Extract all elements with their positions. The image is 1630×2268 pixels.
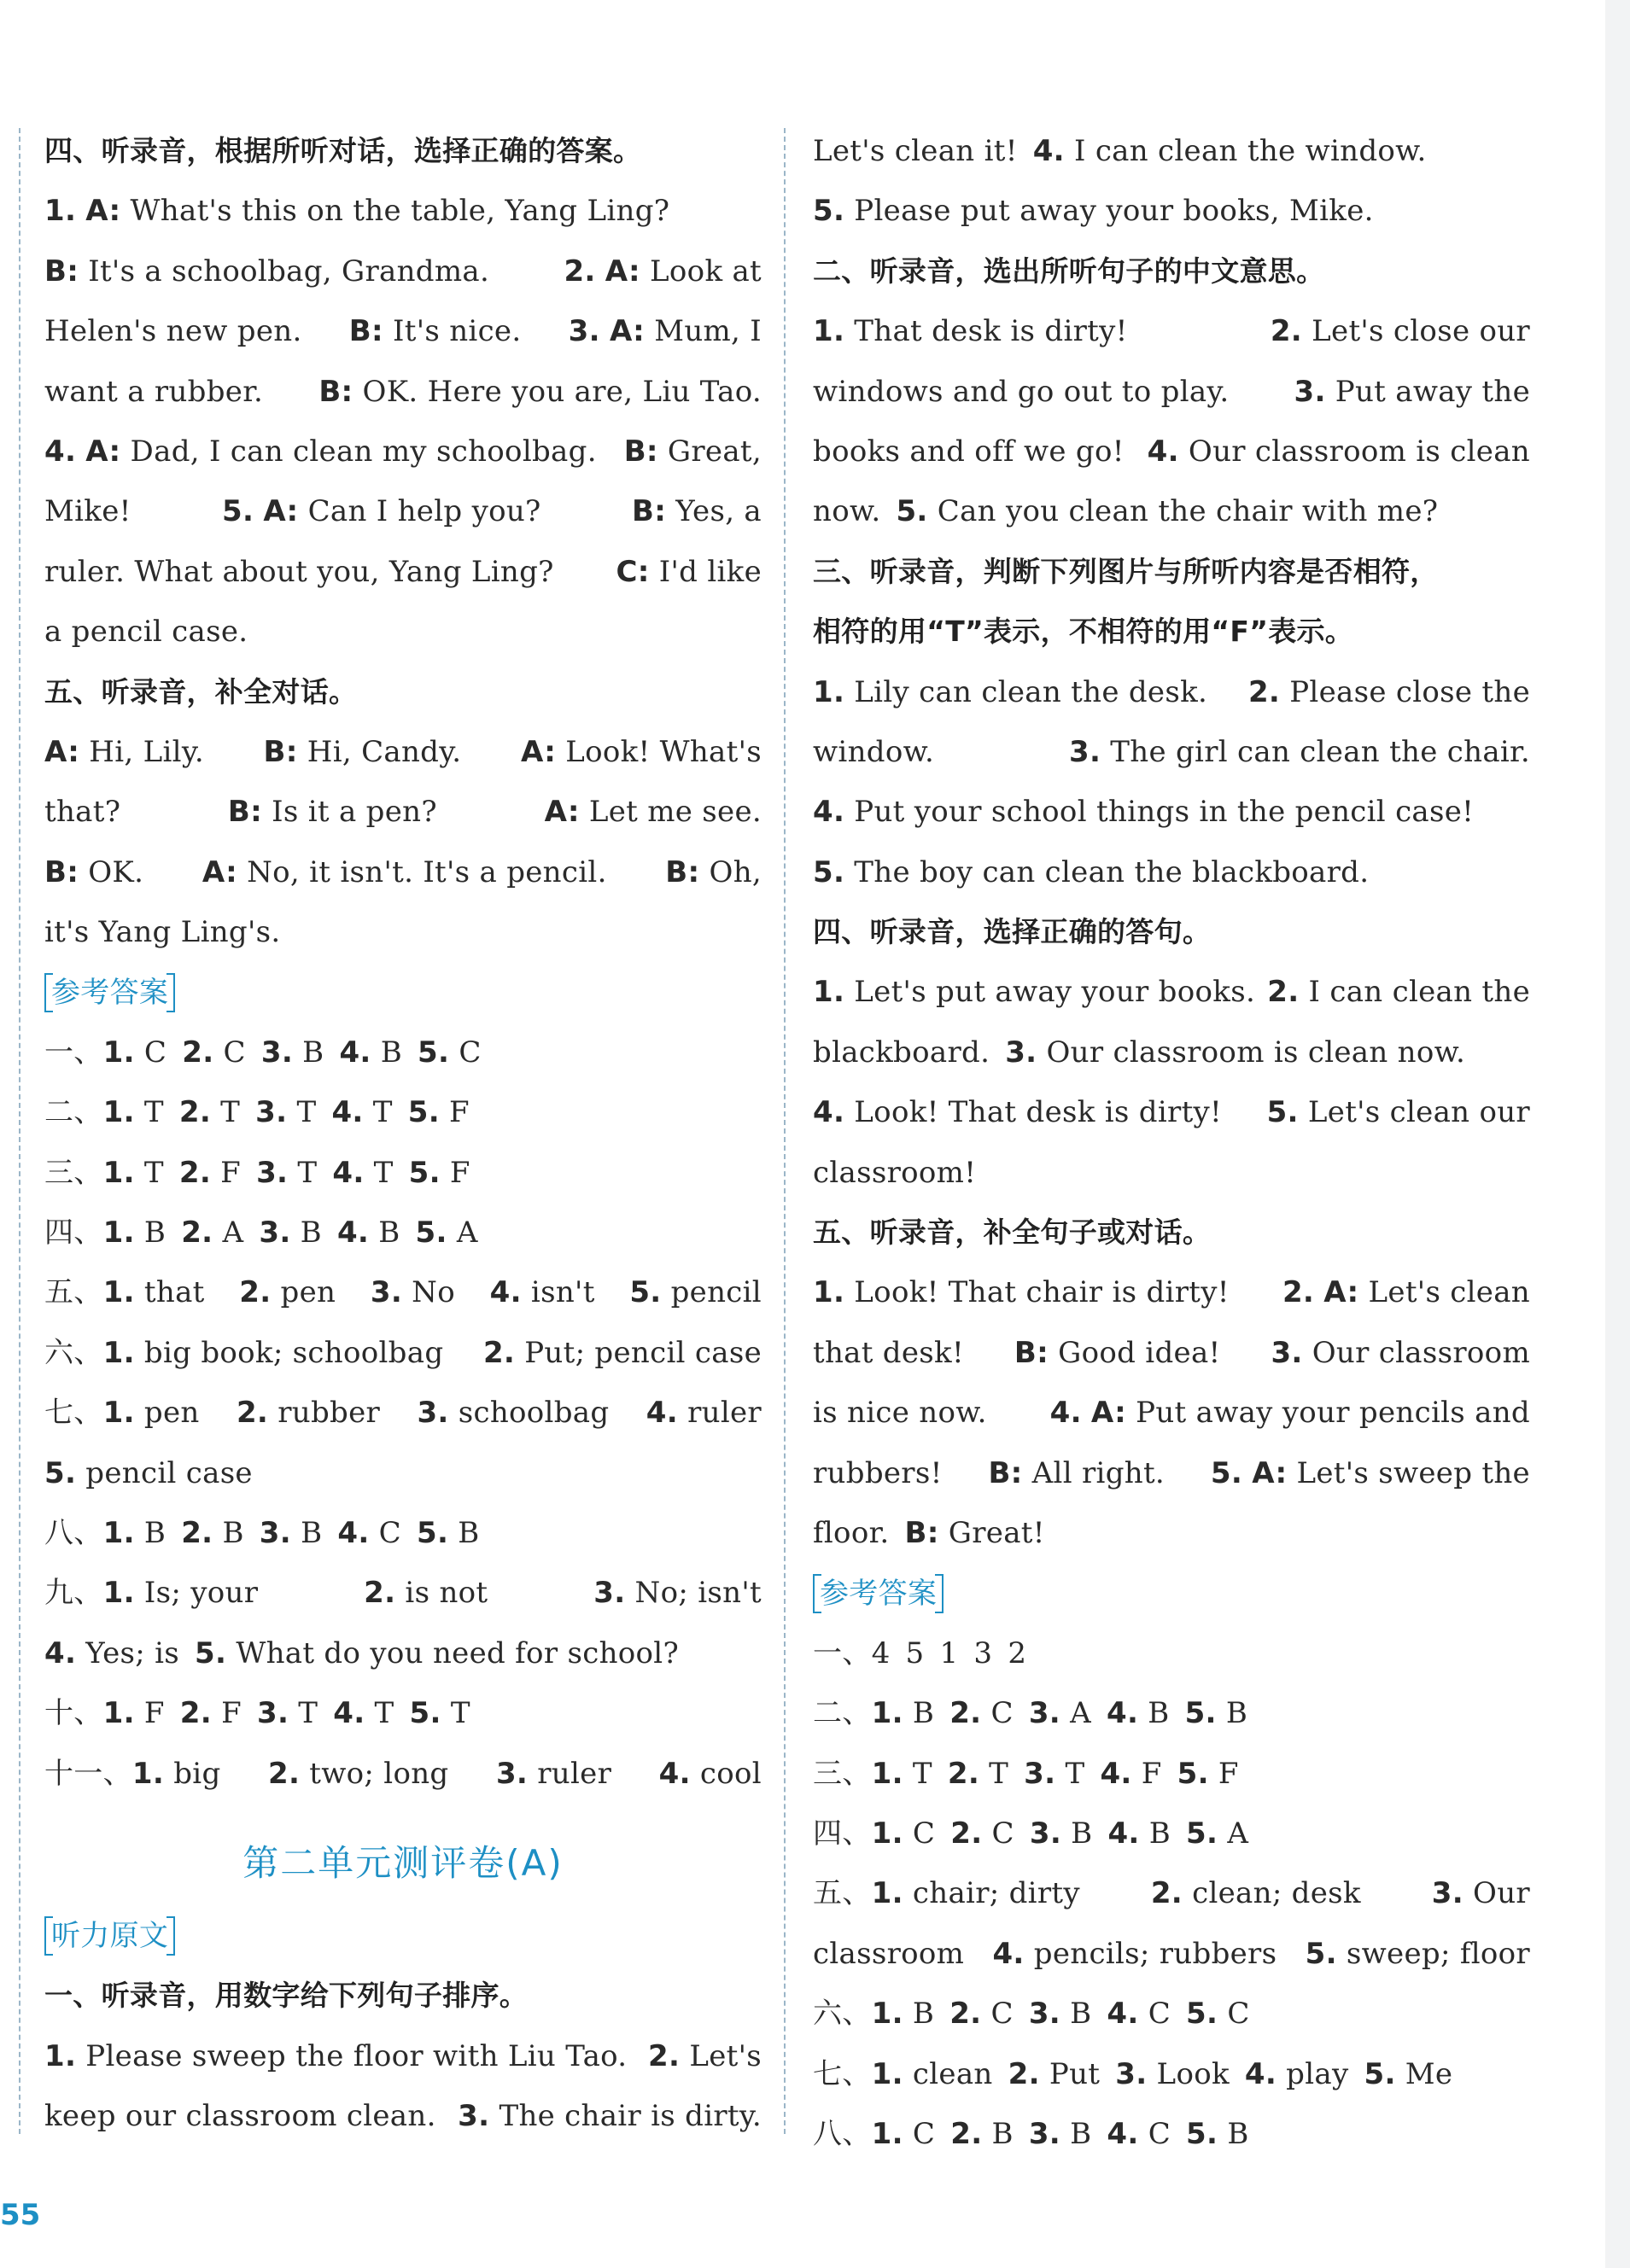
text-segment: 5. pencil case	[44, 1455, 253, 1490]
text-line	[813, 1683, 1530, 1743]
text-segment: 十一、1. big	[44, 1756, 221, 1791]
text-segment: 2. A: Look at	[564, 254, 762, 289]
text-segment: 1	[939, 1635, 959, 1670]
text-segment: 三、1. T	[44, 1155, 164, 1190]
section-heading	[44, 662, 762, 722]
text-segment: 5. F	[407, 1095, 470, 1130]
text-segment: 4. C	[1107, 2116, 1171, 2151]
text-segment: B: Good idea!	[1014, 1335, 1221, 1370]
text-segment: A: Let me see.	[544, 795, 762, 830]
text-line	[813, 301, 1530, 361]
text-segment: blackboard.	[813, 1035, 990, 1070]
text-segment: 4. ruler	[646, 1396, 762, 1431]
text-segment: 2. clean; desk	[1150, 1876, 1361, 1911]
text-segment: 七、1. clean	[813, 2056, 993, 2091]
text-segment: 四、1. B	[44, 1216, 167, 1251]
text-segment: 5. sweep; floor	[1305, 1936, 1530, 1971]
text-segment: 五、1. that	[44, 1275, 205, 1310]
text-segment: B: Great,	[623, 434, 762, 469]
text-line	[44, 1683, 762, 1743]
text-segment: 二、1. B	[813, 1696, 935, 1731]
text-segment: that?	[44, 795, 121, 830]
text-segment: 3	[973, 1635, 993, 1670]
text-segment: 4. B	[1106, 1696, 1170, 1731]
text-line	[813, 1804, 1530, 1863]
text-segment: 4. T	[332, 1155, 394, 1190]
text-segment: 5. The boy can clean the blackboard.	[813, 854, 1370, 889]
heading-text: 三、听录音，判断下列图片与所听内容是否相符，	[813, 554, 1439, 588]
text-segment: 4. play	[1244, 2056, 1349, 2091]
text-line	[44, 1744, 762, 1804]
text-line	[44, 242, 762, 301]
text-segment: 3. A: Mum, I	[568, 314, 762, 349]
text-segment: 3. T	[1024, 1756, 1085, 1791]
text-segment: 2. F	[178, 1155, 242, 1190]
text-line	[44, 1624, 762, 1683]
text-segment: window.	[813, 734, 935, 769]
left-margin-rule	[19, 128, 20, 2134]
heading-text: 五、听录音，补全对话。	[44, 674, 358, 708]
text-segment: 4. T	[333, 1696, 394, 1731]
text-segment: 4. C	[1107, 1997, 1171, 2032]
text-segment: 5. A	[1186, 1816, 1249, 1851]
text-line	[813, 181, 1530, 241]
text-line	[813, 1082, 1530, 1142]
text-line	[44, 902, 762, 962]
text-segment: 5. pencil	[629, 1275, 762, 1310]
text-segment: 5. Let's clean our	[1266, 1095, 1530, 1130]
text-segment: B: Oh,	[665, 854, 762, 889]
heading-text: 二、听录音，选出所听句子的中文意思。	[813, 254, 1325, 288]
text-line	[813, 1924, 1530, 1984]
text-segment: B: Great!	[904, 1515, 1045, 1550]
text-line	[44, 542, 762, 602]
text-segment: 5. F	[1177, 1756, 1239, 1791]
text-segment: 5. What do you need for school?	[195, 1635, 680, 1670]
section-tag-label	[813, 1574, 944, 1613]
page-edge	[1605, 0, 1630, 2268]
text-segment: classroom	[813, 1936, 965, 1971]
text-segment: now.	[813, 494, 881, 529]
text-segment: A: No, it isn't. It's a pencil.	[202, 854, 607, 889]
text-segment: B: It's a schoolbag, Grandma.	[44, 254, 490, 289]
text-segment: 5. A: Can I help you?	[222, 494, 541, 529]
text-segment: 2. I can clean the	[1267, 975, 1530, 1010]
text-segment: 1. A: What's this on the table, Yang Ling?	[44, 194, 670, 229]
text-segment: 2. pen	[239, 1275, 336, 1310]
text-segment: 2. Please close the	[1247, 674, 1530, 709]
text-segment: B: OK. Here you are, Liu Tao.	[318, 374, 762, 409]
text-segment: 3. Our classroom is clean now.	[1005, 1035, 1466, 1070]
text-segment: 4. A: Put away your pencils and	[1049, 1396, 1530, 1431]
text-segment: 2. Put	[1008, 2056, 1101, 2091]
text-line	[813, 1863, 1530, 1923]
text-segment: 5. F	[408, 1155, 470, 1190]
text-segment: 九、1. Is; your	[44, 1576, 259, 1611]
text-segment: A: Hi, Lily.	[44, 734, 204, 769]
text-segment: 4. B	[339, 1035, 403, 1070]
text-line	[44, 1023, 762, 1082]
text-line	[813, 1323, 1530, 1383]
text-segment: 1. Lily can clean the desk.	[813, 674, 1208, 709]
text-line	[813, 1443, 1530, 1503]
text-segment: 1. That desk is dirty!	[813, 314, 1128, 349]
text-segment: 2. C	[950, 1816, 1014, 1851]
text-segment: 2. two; long	[267, 1756, 449, 1791]
text-segment: 5. Can you clean the chair with me?	[896, 494, 1439, 529]
section-heading	[44, 1966, 762, 2026]
page-number: 55	[0, 2198, 41, 2232]
text-segment: 3. No	[370, 1275, 455, 1310]
unit-title-text: 第二单元测评卷(A)	[242, 1841, 564, 1884]
text-segment: a pencil case.	[44, 615, 248, 650]
text-line	[44, 481, 762, 541]
text-segment: keep our classroom clean.	[44, 2099, 436, 2134]
text-segment: 二、1. T	[44, 1095, 164, 1130]
text-segment: 2. T	[178, 1095, 241, 1130]
section-tag-text: 参考答案	[820, 1576, 938, 1611]
text-segment: rubbers!	[813, 1455, 943, 1490]
text-segment: it's Yang Ling's.	[44, 915, 281, 950]
text-segment: B: Is it a pen?	[227, 795, 437, 830]
text-line	[813, 481, 1530, 541]
section-heading	[813, 1203, 1530, 1262]
text-segment: 3. T	[255, 1095, 317, 1130]
text-line	[813, 1143, 1530, 1203]
text-segment: 4. Put your school things in the pencil case!	[813, 795, 1475, 830]
text-segment: 四、1. C	[813, 1816, 936, 1851]
text-line	[813, 1744, 1530, 1804]
text-line	[44, 181, 762, 241]
text-line	[44, 301, 762, 361]
text-segment: 2. Put; pencil case	[482, 1335, 762, 1370]
text-segment: 2. A: Let's clean	[1282, 1275, 1530, 1310]
text-line	[813, 422, 1530, 481]
heading-text: 四、听录音，根据所听对话，选择正确的答案。	[44, 134, 642, 167]
text-segment: 3. schoolbag	[417, 1396, 610, 1431]
text-segment: 3. Our	[1431, 1876, 1530, 1911]
text-segment: 5. B	[1186, 2116, 1249, 2151]
text-segment: 1. Let's put away your books.	[813, 975, 1256, 1010]
text-segment: 一、1. C	[44, 1035, 167, 1070]
text-line	[813, 1984, 1530, 2044]
text-segment: 3. Look	[1115, 2056, 1230, 2091]
text-segment: 5. Me	[1364, 2056, 1453, 2091]
text-segment: 3. T	[256, 1155, 318, 1190]
text-segment: 5. C	[418, 1035, 482, 1070]
text-line	[44, 1323, 762, 1383]
text-segment: 3. Our classroom	[1271, 1335, 1530, 1370]
column-divider	[784, 128, 786, 2134]
section-heading	[813, 542, 1530, 602]
text-segment: 4. A: Dad, I can clean my schoolbag.	[44, 434, 597, 469]
text-line	[44, 722, 762, 782]
section-tag-text: 听力原文	[51, 1919, 169, 1954]
text-line	[44, 1563, 762, 1623]
text-segment: 2. A	[181, 1216, 244, 1251]
text-segment: 3. B	[1028, 1997, 1092, 2032]
text-segment: 八、1. B	[44, 1515, 167, 1550]
section-heading	[813, 902, 1530, 962]
text-line	[44, 2086, 762, 2146]
text-segment: 3. The girl can clean the chair.	[1068, 734, 1530, 769]
text-segment: want a rubber.	[44, 374, 264, 409]
text-line	[813, 962, 1530, 1022]
text-segment: classroom!	[813, 1155, 977, 1190]
text-segment: 2. Let's	[648, 2038, 762, 2073]
text-segment: 1. Please sweep the floor with Liu Tao.	[44, 2038, 628, 2073]
text-line	[44, 1443, 762, 1503]
text-segment: 六、1. B	[813, 1997, 935, 2032]
text-segment: B: It's nice.	[348, 314, 522, 349]
text-segment: 5. A	[415, 1216, 478, 1251]
text-segment: 5. Please put away your books, Mike.	[813, 194, 1374, 229]
text-segment: 3. ruler	[495, 1756, 612, 1791]
text-segment: 2. C	[182, 1035, 246, 1070]
right-column	[813, 121, 1530, 2164]
text-line	[44, 1383, 762, 1443]
text-segment: 5. C	[1186, 1997, 1250, 2032]
text-segment: 3. No; isn't	[593, 1576, 762, 1611]
text-segment: 4. C	[337, 1515, 402, 1550]
text-segment: 5. B	[1184, 1696, 1248, 1731]
left-column	[44, 121, 762, 2147]
text-segment: 2. B	[950, 2116, 1014, 2151]
text-segment: 2. Let's close our	[1270, 314, 1530, 349]
text-segment: Helen's new pen.	[44, 314, 302, 349]
text-segment: 3. B	[1029, 1816, 1093, 1851]
text-line	[813, 2104, 1530, 2164]
text-line	[44, 422, 762, 481]
text-segment: 3. B	[259, 1515, 323, 1550]
text-segment: 3. The chair is dirty.	[458, 2099, 762, 2134]
text-segment: 1. Look! That chair is dirty!	[813, 1275, 1230, 1310]
text-line	[44, 782, 762, 842]
text-segment: 2	[1008, 1635, 1027, 1670]
text-segment: 八、1. C	[813, 2116, 936, 2151]
text-line	[813, 722, 1530, 782]
text-segment: 十、1. F	[44, 1696, 165, 1731]
text-segment: 3. T	[256, 1696, 318, 1731]
text-line	[44, 1503, 762, 1563]
text-line	[813, 1262, 1530, 1322]
text-line	[813, 782, 1530, 842]
section-tag	[44, 962, 762, 1022]
text-line	[813, 121, 1530, 181]
text-segment: books and off we go!	[813, 434, 1125, 469]
text-segment: is nice now.	[813, 1396, 987, 1431]
text-segment: 4. T	[331, 1095, 393, 1130]
text-segment: 五、1. chair; dirty	[813, 1876, 1080, 1911]
text-segment: 4. pencils; rubbers	[992, 1936, 1277, 1971]
text-segment: 3. B	[1028, 2116, 1092, 2151]
text-line	[813, 2044, 1530, 2104]
section-tag	[44, 1906, 762, 1966]
text-line	[44, 842, 762, 902]
text-segment: B: OK.	[44, 854, 144, 889]
text-segment: ruler. What about you, Yang Ling?	[44, 554, 554, 589]
text-line	[813, 662, 1530, 722]
text-line	[44, 2026, 762, 2086]
text-line	[813, 1503, 1530, 1563]
heading-text: 五、听录音，补全句子或对话。	[813, 1216, 1212, 1250]
text-segment: 六、1. big book; schoolbag	[44, 1335, 444, 1370]
text-line	[813, 362, 1530, 422]
text-line	[44, 1143, 762, 1203]
text-line	[813, 1383, 1530, 1443]
text-segment: 4. F	[1100, 1756, 1162, 1791]
text-segment: Mike!	[44, 494, 131, 529]
text-segment: 3. A	[1028, 1696, 1091, 1731]
text-segment: 4. isn't	[489, 1275, 595, 1310]
text-segment: 4. Our classroom is clean	[1147, 434, 1530, 469]
heading-text: 相符的用“T”表示，不相符的用“F”表示。	[813, 615, 1354, 649]
text-segment: B: All right.	[988, 1455, 1166, 1490]
text-segment: 2. C	[949, 1696, 1014, 1731]
text-segment: 2. B	[181, 1515, 244, 1550]
text-segment: 2. is not	[364, 1576, 488, 1611]
section-tag-label	[44, 1916, 175, 1956]
section-heading	[813, 602, 1530, 662]
section-tag-label	[44, 973, 175, 1012]
text-line	[44, 362, 762, 422]
text-segment: 3. B	[259, 1216, 322, 1251]
text-segment: A: Look! What's	[520, 734, 762, 769]
text-line	[44, 602, 762, 662]
text-segment: that desk!	[813, 1335, 964, 1370]
text-segment: 3. B	[260, 1035, 324, 1070]
heading-text: 四、听录音，选择正确的答句。	[813, 915, 1212, 949]
text-segment: 3. Put away the	[1294, 374, 1530, 409]
text-segment: 2. F	[179, 1696, 242, 1731]
text-segment: windows and go out to play.	[813, 374, 1230, 409]
text-segment: 4. cool	[658, 1756, 762, 1791]
text-segment: 5	[905, 1635, 925, 1670]
text-segment: 七、1. pen	[44, 1396, 200, 1431]
unit-title	[44, 1804, 762, 1906]
text-segment: Let's clean it!	[813, 134, 1018, 168]
text-segment: 一、4	[813, 1635, 891, 1670]
section-heading	[813, 242, 1530, 301]
text-line	[813, 1624, 1530, 1683]
text-segment: 5. A: Let's sweep the	[1210, 1455, 1530, 1490]
text-segment: 4. Yes; is	[44, 1635, 180, 1670]
section-heading	[44, 121, 762, 181]
text-segment: 2. C	[949, 1997, 1014, 2032]
text-line	[44, 1082, 762, 1142]
text-segment: 2. rubber	[236, 1396, 381, 1431]
section-tag-text: 参考答案	[51, 975, 169, 1010]
text-segment: B: Hi, Candy.	[263, 734, 462, 769]
section-tag	[813, 1563, 1530, 1623]
text-segment: 5. T	[409, 1696, 470, 1731]
text-segment: floor.	[813, 1515, 890, 1550]
text-segment: 三、1. T	[813, 1756, 932, 1791]
text-line	[813, 842, 1530, 902]
text-segment: 2. T	[947, 1756, 1009, 1791]
heading-text: 一、听录音，用数字给下列句子排序。	[44, 1979, 529, 2013]
text-segment: 5. B	[417, 1515, 480, 1550]
text-line	[813, 1023, 1530, 1082]
text-segment: 4. B	[336, 1216, 400, 1251]
text-line	[44, 1203, 762, 1262]
text-line	[44, 1262, 762, 1322]
text-segment: 4. B	[1107, 1816, 1171, 1851]
text-segment: B: Yes, a	[632, 494, 762, 529]
text-segment: C: I'd like	[616, 554, 762, 589]
text-segment: 4. I can clean the window.	[1032, 134, 1427, 168]
text-segment: 4. Look! That desk is dirty!	[813, 1095, 1223, 1130]
